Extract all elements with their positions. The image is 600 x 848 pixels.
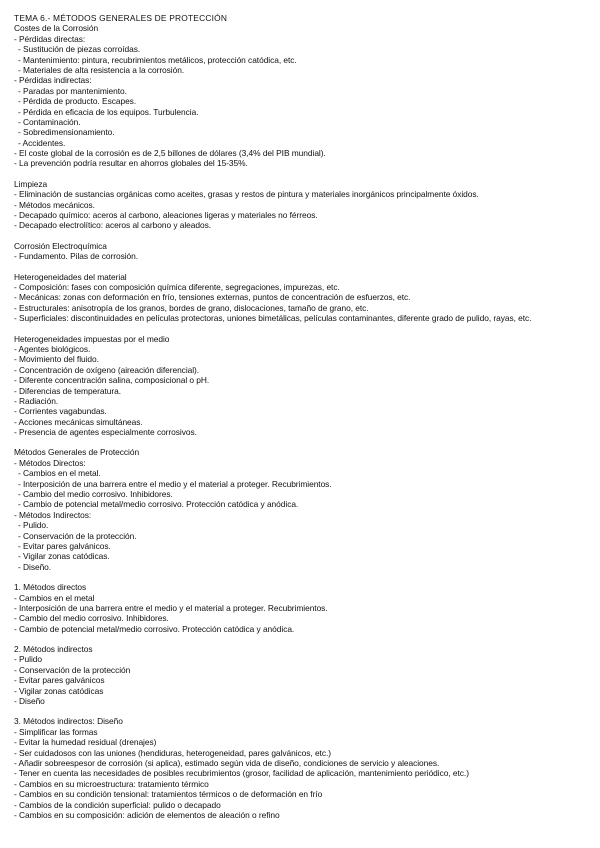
section-gap (14, 262, 594, 272)
section-gap (14, 706, 594, 716)
section-line: - Diferencias de temperatura. (14, 385, 122, 396)
section-line: - Composición: fases con composición química diferente, segregaciones, impurezas, etc. (14, 281, 340, 292)
section-block (14, 582, 594, 634)
section-line: - Sustitución de piezas corroídas. (18, 44, 141, 55)
section-line: - Tener en cuenta las necesidades de posibles recubrimientos (grosor, facilidad de aplicación, mantenimiento periódico, etc.) (14, 768, 469, 779)
section-heading: 1. Métodos directos (14, 582, 87, 593)
section-line: - Accidentes. (18, 137, 66, 148)
section-line: - Corrientes vagabundas. (14, 406, 107, 417)
section-line: - Interposición de una barrera entre el medio y el material a proteger. Recubrimientos. (18, 478, 332, 489)
section-line: - Vigilar zonas catódicas (14, 685, 104, 696)
document-page (14, 13, 594, 820)
section-block (14, 179, 594, 231)
section-line: - Paradas por mantenimiento. (18, 85, 127, 96)
section-line: - Métodos Indirectos: (14, 509, 92, 520)
section-line: - Contaminación. (18, 116, 81, 127)
section-block (14, 23, 594, 168)
section-line: - Conservación de la protección (14, 664, 131, 675)
section-line: - Estructurales: anisotropía de los granos, bordes de grano, dislocaciones, tamaño de grano, etc. (14, 302, 369, 313)
section-line: - Cambios en su composición: adición de elementos de aleación o refino (14, 809, 280, 820)
section-heading: Costes de la Corrosión (14, 23, 99, 34)
section-line: - Cambios de la condición superficial: pulido o decapado (14, 799, 221, 810)
section-line: - Pulido. (18, 520, 49, 531)
section-heading: 3. Métodos indirectos: Diseño (14, 716, 123, 727)
section-line: - Pérdida de producto. Escapes. (18, 96, 137, 107)
section-line: - La prevención podría resultar en ahorros globales del 15-35%. (14, 158, 248, 169)
document-title: TEMA 6.- MÉTODOS GENERALES DE PROTECCIÓN (14, 13, 228, 23)
section-line: - Pérdida en eficacia de los equipos. Turbulencia. (18, 106, 199, 117)
section-line: - Eliminación de sustancias orgánicas como aceites, grasas y restos de pintura y materiales inorgánicos principalmente óxidos. (14, 189, 479, 200)
section-heading: 2. Métodos indirectos (14, 644, 93, 655)
section-line: - El coste global de la corrosión es de 2,5 billones de dólares (3,4% del PIB mundial). (14, 148, 326, 159)
section-gap (14, 231, 594, 241)
section-block (14, 644, 594, 706)
section-heading: Corrosión Electroquímica (14, 240, 107, 251)
section-line: - Evitar pares galvánicos (14, 675, 105, 686)
section-line: - Pulido (14, 654, 42, 665)
section-line: - Acciones mecánicas simultáneas. (14, 416, 143, 427)
section-line: - Evitar la humedad residual (drenajes) (14, 737, 157, 748)
section-line: - Mantenimiento: pintura, recubrimientos metálicos, protección catódica, etc. (18, 54, 297, 65)
section-line: - Métodos mecánicos. (14, 199, 95, 210)
section-line: - Decapado electrolítico: aceros al carbono y aleados. (14, 220, 212, 231)
section-gap (14, 324, 594, 334)
section-heading: Limpieza (14, 178, 48, 189)
section-gap (14, 572, 594, 582)
section-line: - Concentración de oxígeno (aireación diferencial). (14, 364, 200, 375)
section-line: - Presencia de agentes especialmente corrosivos. (14, 427, 197, 438)
section-line: - Fundamento. Pilas de corrosión. (14, 251, 139, 262)
section-gap (14, 169, 594, 179)
section-line: - Ser cuidadosos con las uniones (hendiduras, heterogeneidad, pares galvánicos, etc.) (14, 747, 331, 758)
section-gap (14, 634, 594, 644)
section-line: - Cambios en el metal. (18, 468, 101, 479)
section-line: - Cambios en su condición tensional: tratamientos térmicos o de deformación en frío (14, 789, 323, 800)
section-line: - Conservación de la protección. (18, 530, 137, 541)
section-heading: Métodos Generales de Protección (14, 447, 140, 458)
section-line: - Interposición de una barrera entre el medio y el material a proteger. Recubrimientos. (14, 602, 328, 613)
section-line: - Superficiales: discontinuidades en películas protectoras, uniones bimetálicas, películas contaminantes, diferente grado de pulido, rayas, etc. (14, 313, 532, 324)
section-line: - Pérdidas directas: (14, 33, 86, 44)
section-line: - Pérdidas indirectas: (14, 75, 92, 86)
section-line: - Diseño (14, 696, 45, 707)
section-line: - Cambio del medio corrosivo. Inhibidores. (18, 489, 173, 500)
section-line: - Cambio de potencial metal/medio corrosivo. Protección catódica y anódica. (14, 623, 295, 634)
section-line: - Métodos Directos: (14, 457, 86, 468)
section-line: - Cambios en el metal (14, 592, 95, 603)
section-block (14, 334, 594, 438)
section-line: - Diseño. (18, 561, 52, 572)
section-line: - Sobredimensionamiento. (18, 127, 115, 138)
section-line: - Radiación. (14, 395, 59, 406)
section-block (14, 272, 594, 324)
section-line: - Vigilar zonas catódicas. (18, 551, 110, 562)
section-line: - Cambio del medio corrosivo. Inhibidores. (14, 613, 169, 624)
section-line: - Diferente concentración salina, composicional o pH. (14, 375, 210, 386)
section-heading: Heterogeneidades impuestas por el medio (14, 333, 170, 344)
section-block (14, 447, 594, 572)
section-heading: Heterogeneidades del material (14, 271, 127, 282)
section-line: - Evitar pares galvánicos. (18, 540, 111, 551)
section-line: - Simplificar las formas (14, 726, 98, 737)
section-line: - Decapado químico: aceros al carbono, aleaciones ligeras y materiales no férreos. (14, 210, 318, 221)
section-line: - Agentes biológicos. (14, 343, 91, 354)
document-body (14, 23, 594, 820)
section-line: - Mecánicas: zonas con deformación en frío, tensiones externas, puntos de concentración de esfuerzos, etc. (14, 292, 411, 303)
section-line: - Cambio de potencial metal/medio corrosivo. Protección catódica y anódica. (18, 499, 299, 510)
section-line: - Añadir sobreespesor de corrosión (si aplica), estimado según vida de diseño, condiciones de servicio y aleaciones. (14, 758, 440, 768)
section-gap (14, 437, 594, 447)
section-line: - Movimiento del fluido. (14, 354, 99, 365)
section-block (14, 716, 594, 820)
section-block (14, 241, 594, 262)
section-line: - Cambios en su microestructura: tratamiento térmico (14, 778, 209, 789)
section-line: - Materiales de alta resistencia a la corrosión. (18, 64, 185, 75)
